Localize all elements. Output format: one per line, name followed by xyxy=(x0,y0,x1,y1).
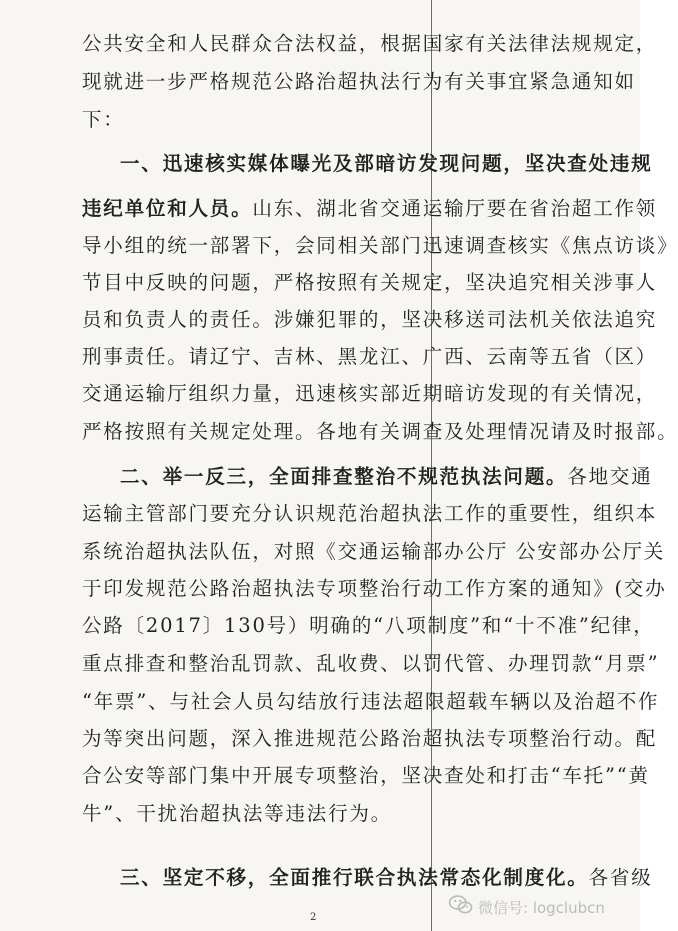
watermark xyxy=(448,892,605,922)
text-line: 导小组的统一部署下，会同相关部门迅速调查核实《焦点访谈》 xyxy=(82,234,678,257)
text-line: 刑事责任。请辽宁、吉林、黑龙江、广西、云南等五省（区） xyxy=(82,345,658,368)
text-line: 系统治超执法队伍，对照《交通运输部办公厅 公安部办公厅关 xyxy=(82,540,666,563)
text-line: 公共安全和人民群众合法权益，根据国家有关法律法规规定， xyxy=(82,32,658,55)
text-line: “年票”、与社会人员勾结放行违法超限超载车辆以及治超不作 xyxy=(82,690,660,713)
text-line: 为等突出问题，深入推进规范公路治超执法专项整治行动。配 xyxy=(82,727,658,750)
watermark-text: 微信号: logclubcn xyxy=(478,898,605,917)
page-number: 2 xyxy=(310,912,317,923)
text-line: 违纪单位和人员。山东、湖北省交通运输厅要在省治超工作领 xyxy=(82,197,658,220)
text-line: 严格按照有关规定处理。各地有关调查及处理情况请及时报部。 xyxy=(82,420,678,443)
text-line: 二、举一反三，全面排查整治不规范执法问题。各地交通 xyxy=(120,465,653,488)
text-line: 重点排查和整治乱罚款、乱收费、以罚代管、办理罚款“月票” xyxy=(82,652,660,675)
text-line: 交通运输厅组织力量，迅速核实部近期暗访发现的有关情况， xyxy=(82,382,658,405)
text-line: 员和负责人的责任。涉嫌犯罪的，坚决移送司法机关依法追究 xyxy=(82,308,658,331)
text-line: 合公安等部门集中开展专项整治，坚决查处和打击“车托”“黄 xyxy=(82,764,650,787)
text-line: 节目中反映的问题，严格按照有关规定，坚决追究相关涉事人 xyxy=(82,271,658,294)
text-line: 下： xyxy=(82,108,125,131)
text-line: 公路〔2017〕130号）明确的“八项制度”和“十不准”纪律， xyxy=(82,614,655,637)
text-line: 运输主管部门要充分认识规范治超执法工作的重要性，组织本 xyxy=(82,502,658,525)
text-line: 三、坚定不移，全面推行联合执法常态化制度化。各省级 xyxy=(120,866,653,889)
text-line: 于印发规范公路治超执法专项整治行动工作方案的通知》(交办 xyxy=(82,577,667,600)
wechat-icon xyxy=(448,892,474,922)
text-line: 一、迅速核实媒体曝光及部暗访发现问题，坚决查处违规 xyxy=(120,152,653,175)
text-line: 现就进一步严格规范公路治超执法行为有关事宜紧急通知如 xyxy=(82,70,636,93)
text-line: 牛”、干扰治超执法等违法行为。 xyxy=(82,802,392,825)
